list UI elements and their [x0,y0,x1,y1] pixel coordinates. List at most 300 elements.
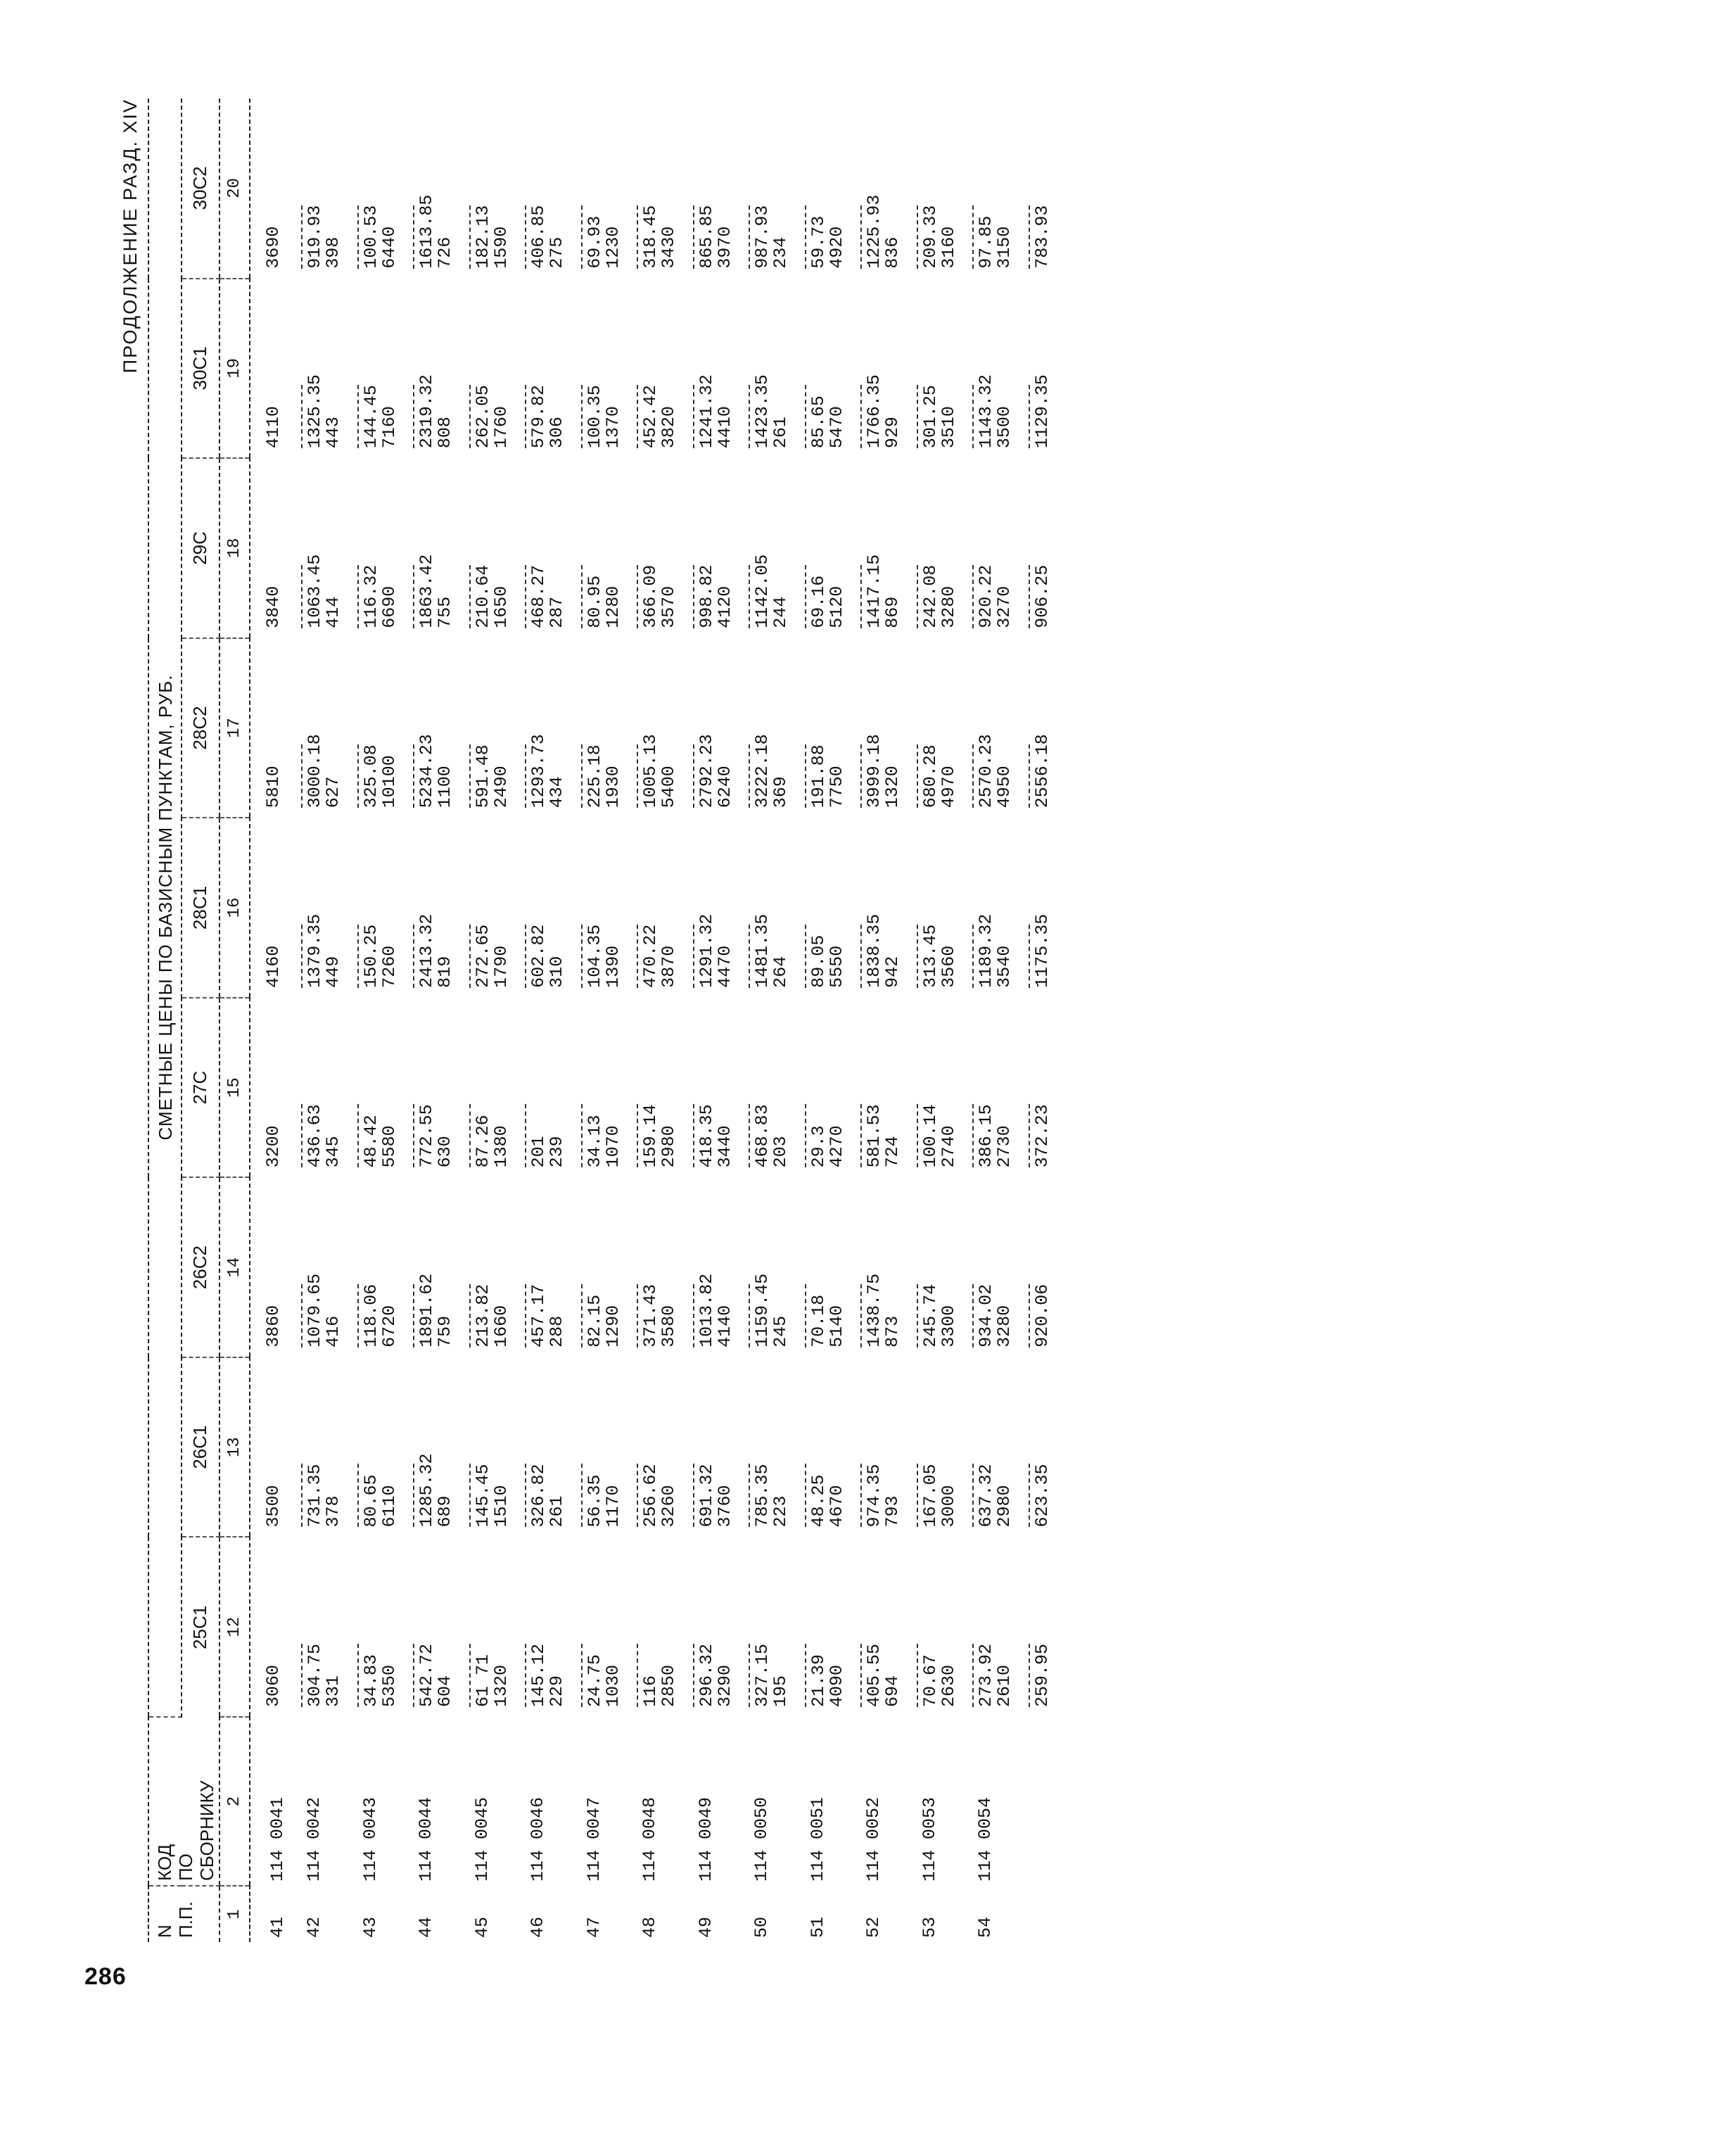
cell-separator [693,744,694,808]
cell-value-bottom: 245 [770,1315,791,1348]
cell-separator [917,1644,918,1707]
row-number: 50 [751,1916,772,1938]
cell-value-top: 85.65 [808,395,829,449]
cell-value-top: 69.93 [584,215,605,269]
page-number: 286 [84,1963,127,1990]
price-cell [791,99,847,279]
cell-separator [469,1644,471,1707]
price-cell [958,818,1014,998]
cell-value-top: 296.32 [696,1643,717,1707]
price-cell [679,99,735,279]
cell-value-top: 2413.32 [416,913,438,988]
table-row [958,99,1014,1942]
cell-value-bottom: 1070 [602,1125,623,1168]
price-cell [623,1357,679,1537]
price-cell [287,458,343,638]
cell-value-bottom: 3440 [714,1125,735,1168]
cell-separator [860,1644,862,1707]
price-cell [958,279,1014,459]
cell-value-top: 245.74 [920,1283,941,1348]
cell-value-top: 34.13 [584,1115,605,1168]
cell-separator [749,1644,750,1707]
cell-value-bottom: 4950 [994,766,1015,808]
price-cell [343,1177,400,1357]
price-cell [903,1177,959,1357]
cell-value-bottom: 3430 [659,226,680,269]
column-number-8: 18 [220,458,250,638]
cell-separator [805,385,806,448]
cell-value-top: 3000.18 [305,734,326,808]
price-cell [455,1357,511,1537]
cell-separator [1029,1104,1030,1167]
price-cell [567,1357,623,1537]
cell-separator [413,385,414,448]
cell-value-top: 326.82 [528,1464,549,1528]
row-code: 114 0048 [640,1796,661,1882]
cell-separator [301,1464,303,1527]
section-caption: ПРОДОЛЖЕНИЕ РАЗД. XIV [120,99,141,374]
cell-value-top: 29.3 [808,1125,829,1168]
cell-value-bottom: 6690 [379,585,400,628]
cell-value-bottom: 10100 [379,755,400,808]
cell-value-bottom: 1320 [882,766,903,808]
table-row [623,99,679,1942]
cell-value-top: 1891.62 [416,1273,438,1348]
cell-separator [581,385,583,448]
cell-separator [413,565,414,628]
column-header-0: 25С1 [189,1605,211,1649]
cell-separator [860,1284,862,1348]
cell-separator [581,1464,583,1527]
cell-value-top: 934.02 [976,1283,997,1348]
cell-separator [972,205,974,269]
cell-value-bottom: 1380 [490,1125,511,1168]
cell-value-top: 1159.45 [752,1273,773,1348]
cell-separator [413,1644,414,1707]
cell-separator [972,1284,974,1348]
cell-value-bottom: 3570 [659,585,680,628]
cell-value-bottom: 4920 [826,226,847,269]
price-cell [791,638,847,818]
column-number-6: 16 [220,818,250,998]
price-cell [791,1537,847,1717]
cell-value-bottom: 5470 [826,406,847,449]
row-code: 114 0045 [471,1796,492,1882]
cell-separator [917,1104,918,1167]
price-cell [903,818,959,998]
cell-value-top: 89.05 [808,934,829,988]
price-cell [903,1537,959,1717]
row-number [1014,1886,1052,1942]
cell-value-top: 865.85 [696,205,717,269]
price-cell [399,818,455,998]
price-cell [734,99,791,279]
cell-value-top: 2570.23 [976,734,997,808]
row-number: 54 [975,1916,996,1938]
cell-value-bottom: 3870 [659,945,680,988]
cell-value-top: 1438.75 [864,1273,885,1348]
cell-separator [637,1104,638,1167]
table-row [679,99,735,1942]
row-code: 114 0053 [919,1796,940,1882]
cell-value-bottom: 288 [547,1315,568,1348]
price-cell [455,279,511,459]
row-code: 114 0052 [863,1796,884,1882]
cell-value-top: 579.82 [528,385,549,449]
cell-separator [525,385,526,448]
cell-separator [301,205,303,269]
row-number: 44 [416,1916,437,1938]
cell-value-bottom: 378 [323,1495,344,1528]
cell-value-top: 468.83 [752,1104,773,1168]
cell-value-bottom: 793 [882,1495,903,1528]
price-cell [734,1177,791,1357]
price-cell [903,279,959,459]
price-cell [567,279,623,459]
cell-value-bottom: 3580 [659,1305,680,1348]
cell-value-bottom: 4470 [714,945,735,988]
cell-separator [1029,744,1030,808]
price-cell [567,818,623,998]
cell-value-top: 1325.35 [305,374,326,449]
price-cell [1014,638,1052,818]
price-cell [623,1537,679,1717]
cell-value-top: 1766.35 [864,374,885,449]
price-cell [958,1177,1014,1357]
cell-value-top: 167.05 [920,1464,941,1528]
cell-value-top: 386.15 [976,1104,997,1168]
cell-separator [805,744,806,808]
price-cell [734,638,791,818]
price-cell [343,638,400,818]
cell-value-bottom: 195 [770,1675,791,1707]
cell-separator [693,1644,694,1707]
cell-separator [917,1284,918,1348]
price-cell [903,998,959,1178]
price-cell [1014,818,1052,998]
cell-value-bottom: 6240 [714,766,735,808]
price-cell [903,99,959,279]
column-number-0: 1 [220,1886,250,1942]
cell-value-bottom: 244 [770,596,791,628]
cell-separator [749,744,750,808]
cell-value-bottom: 1290 [602,1305,623,1348]
row-number: 47 [583,1916,604,1938]
cell-value-bottom: 203 [770,1136,791,1168]
cell-separator [693,385,694,448]
cell-value-bottom: 1280 [602,585,623,628]
row-code [1014,1717,1052,1886]
price-cell [958,998,1014,1178]
cell-value-bottom: 1590 [490,226,511,269]
cell-value-top: 24.75 [584,1654,605,1707]
cell-value-top: 87.26 [472,1115,493,1168]
cell-value-top: 1838.35 [864,913,885,988]
cell-separator [525,1104,526,1167]
cell-separator [917,1464,918,1527]
price-cell [250,818,287,998]
price-cell [1014,99,1052,279]
cell-value-bottom: 234 [770,236,791,269]
cell-value-bottom: 942 [882,956,903,988]
cell-value-bottom: 1760 [490,406,511,449]
cell-separator [805,1644,806,1707]
cell-separator [1029,385,1030,448]
cell-value-top: 406.85 [528,205,549,269]
cell-value-top: 191.88 [808,744,829,808]
cell-value-top: 418.35 [696,1104,717,1168]
price-cell [679,998,735,1178]
cell-separator [525,1464,526,1527]
cell-separator [581,565,583,628]
cell-separator [693,1464,694,1527]
cell-value-top: 1293.73 [528,734,549,808]
cell-value-top: 783.93 [1031,205,1052,269]
row-number: 43 [360,1916,381,1938]
cell-separator [301,744,303,808]
cell-value-bottom: 627 [323,776,344,808]
cell-value-bottom: 7160 [379,406,400,449]
cell-separator [749,1104,750,1167]
table-row [567,99,623,1942]
price-cell [399,1537,455,1717]
cell-value-bottom: 1510 [490,1485,511,1528]
cell-value-top: 144.45 [360,385,381,449]
row-number: 51 [807,1916,828,1938]
table-row [455,99,511,1942]
cell-value-top: 1079.65 [305,1273,326,1348]
table-body [250,99,1052,1942]
cell-separator [860,925,862,988]
cell-value-top: 372.23 [1031,1104,1052,1168]
column-number-1: 2 [220,1717,250,1886]
price-cell [1014,279,1052,459]
cell-value-bottom: 3270 [994,585,1015,628]
cell-value-top: 680.28 [920,744,941,808]
column-number-2: 12 [220,1537,250,1717]
cell-separator [693,205,694,269]
row-number: 53 [919,1916,940,1938]
price-cell [1014,1537,1052,1717]
cell-separator [860,565,862,628]
price-cell [679,1357,735,1537]
cell-value-bottom: 2850 [659,1664,680,1707]
price-cell [343,1537,400,1717]
price-cell [511,1177,567,1357]
cell-value-top: 2556.18 [1031,734,1052,808]
row-code: 114 0044 [416,1796,437,1882]
column-number-4: 14 [220,1177,250,1357]
cell-value-top: 61 71 [472,1654,493,1707]
cell-value-top: 59.73 [808,215,829,269]
price-cell [399,1177,455,1357]
price-cell [846,638,903,818]
cell-value-top: 4160 [262,945,284,988]
cell-separator [860,1104,862,1167]
price-cell [679,638,735,818]
cell-separator [301,1284,303,1348]
price-cell [287,1177,343,1357]
cell-separator [469,385,471,448]
cell-value-top: 1189.32 [976,913,997,988]
cell-value-bottom: 434 [547,776,568,808]
price-cell [343,818,400,998]
cell-separator [972,385,974,448]
row-number: 41 [267,1916,288,1938]
cell-value-top: 1013.82 [696,1273,717,1348]
column-header-1: 26С1 [182,1357,219,1537]
price-cell [903,638,959,818]
cell-value-top: 691.32 [696,1464,717,1528]
cell-value-bottom: 5140 [826,1305,847,1348]
cell-value-top: 405.55 [864,1643,885,1707]
price-cell [455,1537,511,1717]
cell-value-top: 371.43 [640,1283,661,1348]
cell-separator [917,205,918,269]
price-cell [343,458,400,638]
cell-value-bottom: 3560 [938,945,959,988]
cell-value-bottom: 6720 [379,1305,400,1348]
cell-separator [469,205,471,269]
cell-value-top: 542.72 [416,1643,438,1707]
cell-value-top: 3860 [262,1305,284,1348]
cell-separator [637,385,638,448]
price-cell [511,1357,567,1537]
cell-value-bottom: 3290 [714,1664,735,1707]
cell-value-bottom: 3000 [938,1485,959,1528]
cell-separator [469,1104,471,1167]
cell-separator [805,1284,806,1348]
cell-separator [972,925,974,988]
column-number-9: 19 [220,279,250,459]
cell-value-top: 70.67 [920,1654,941,1707]
cell-value-bottom: 1370 [602,406,623,449]
cell-value-bottom: 1390 [602,945,623,988]
cell-value-bottom: 306 [547,417,568,449]
column-header-2: 26С2 [182,1177,219,1357]
price-cell [679,818,735,998]
cell-value-bottom: 808 [435,417,456,449]
price-cell [511,998,567,1178]
cell-value-top: 3999.18 [864,734,885,808]
cell-separator [301,925,303,988]
cell-value-top: 1142.05 [752,554,773,628]
cell-value-bottom: 3540 [994,945,1015,988]
cell-value-bottom: 929 [882,417,903,449]
price-cell [455,99,511,279]
cell-value-top: 327.15 [752,1643,773,1707]
cell-value-top: 80.95 [584,575,605,628]
price-cell [567,99,623,279]
row-number: 46 [528,1916,549,1938]
cell-value-top: 1129.35 [1031,374,1052,449]
cell-separator [860,205,862,269]
price-cell [250,998,287,1178]
price-table [148,99,1052,1942]
cell-value-top: 116 [640,1675,661,1707]
cell-value-top: 118.06 [360,1283,381,1348]
cell-value-top: 1241.32 [696,374,717,449]
cell-value-bottom: 5120 [826,585,847,628]
cell-value-top: 623.35 [1031,1464,1052,1528]
cell-separator [357,385,359,448]
cell-value-bottom: 3280 [994,1305,1015,1348]
cell-separator [357,565,359,628]
table-row [846,99,903,1942]
price-cell [287,1357,343,1537]
cell-value-top: 1481.35 [752,913,773,988]
row-code: 114 0041 [267,1796,288,1882]
price-cell [567,458,623,638]
cell-separator [413,205,414,269]
cell-value-bottom: 819 [435,956,456,988]
cell-value-top: 256.62 [640,1464,661,1528]
price-cell [567,638,623,818]
cell-separator [860,744,862,808]
cell-separator [693,1104,694,1167]
price-cell [250,99,287,279]
price-cell [343,998,400,1178]
price-cell [567,1177,623,1357]
cell-value-top: 325.08 [360,744,381,808]
price-cell [903,1357,959,1537]
cell-separator [637,205,638,269]
cell-value-bottom: 449 [323,956,344,988]
cell-separator [749,1464,750,1527]
cell-value-top: 48.25 [808,1474,829,1528]
cell-value-bottom: 1230 [602,226,623,269]
row-number: 49 [695,1916,716,1938]
col-no-header [148,1886,220,1942]
cell-separator [917,565,918,628]
column-number-5: 15 [220,998,250,1178]
cell-value-top: 3200 [262,1125,284,1168]
price-cell [399,1357,455,1537]
cell-value-bottom: 331 [323,1675,344,1707]
cell-separator [525,925,526,988]
row-number: 45 [471,1916,492,1938]
cell-value-bottom: 1930 [602,766,623,808]
cell-separator [1029,1284,1030,1348]
cell-value-top: 100.53 [360,205,381,269]
col-code-header [148,1717,220,1886]
price-cell [846,458,903,638]
cell-separator [1029,925,1030,988]
price-cell [399,279,455,459]
cell-value-bottom: 2630 [938,1664,959,1707]
row-code: 114 0042 [304,1796,325,1882]
cell-separator [525,205,526,269]
cell-value-top: 1285.32 [416,1453,438,1528]
cell-separator [357,744,359,808]
cell-value-top: 210.64 [472,564,493,628]
cell-separator [637,1464,638,1527]
price-cell [455,818,511,998]
cell-value-bottom: 1320 [490,1664,511,1707]
price-cell [567,1537,623,1717]
cell-value-top: 1225.93 [864,194,885,269]
cell-value-bottom: 275 [547,236,568,269]
cell-value-top: 1863.42 [416,554,438,628]
cell-value-bottom: 239 [547,1136,568,1168]
cell-separator [1029,205,1030,269]
column-header-3: 27С [182,998,219,1178]
cell-value-top: 3060 [262,1664,284,1707]
cell-value-bottom: 759 [435,1315,456,1348]
cell-value-bottom: 3970 [714,226,735,269]
column-number-7: 17 [220,638,250,818]
cell-separator [413,744,414,808]
